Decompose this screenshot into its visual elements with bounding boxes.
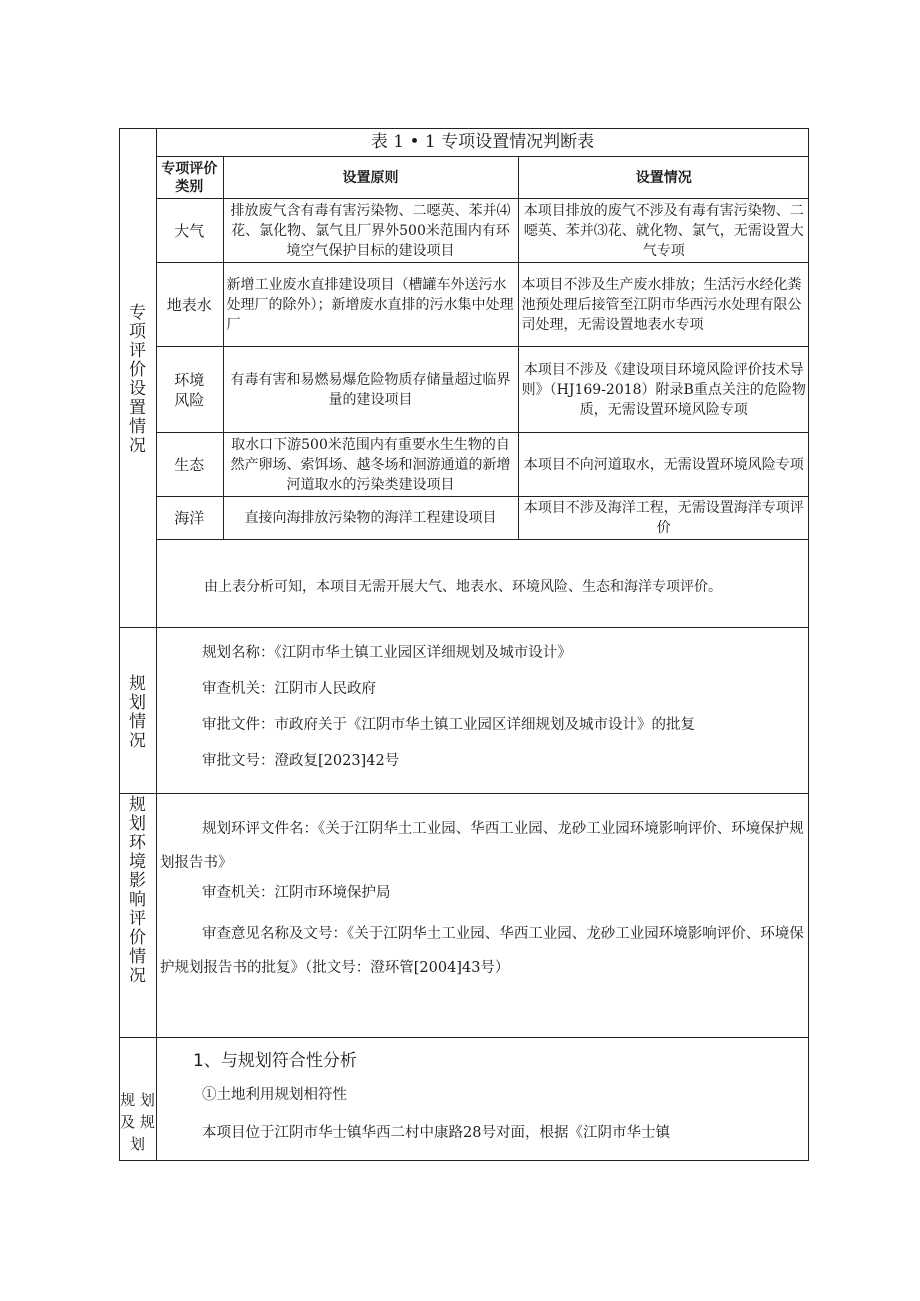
label-planning-eia	[119, 795, 156, 987]
label-char: 况	[129, 436, 146, 456]
conclusion-text: 由上表分析可知，本项目无需开展大气、地表水、环境风险、生态和海洋专项评价。	[204, 579, 722, 595]
header-situation: 设置情况	[518, 157, 809, 199]
planning-eia-authority: 审查机关：江阴市环境保护局	[202, 885, 391, 901]
planning-approval-doc: 审批文件：市政府关于《江阴市华土镇工业园区详细规划及城市设计》的批复	[202, 717, 695, 733]
row-principle: 有毒有害和易燃易爆危险物质存储量超过临界量的建设项目	[223, 347, 518, 433]
label-line: 规 划	[120, 1091, 155, 1109]
label-char: 况	[129, 731, 146, 751]
table-title: 表 1 • 1 专项设置情况判断表	[156, 128, 809, 157]
row-principle: 排放废气含有毒有害污染物、二噁英、苯并⑷花、氯化物、氯气且厂界外500米范围内有环境空气保护目标的建设项目	[223, 199, 518, 263]
row-category: 海洋	[156, 497, 223, 540]
planning-eia-doc-name: 规划环评文件名：《关于江阴华土工业园、华西工业园、龙砂工业园环境影响评价、环境保护规划报告书》	[160, 821, 804, 871]
label-char: 规	[129, 674, 146, 694]
table-row	[156, 347, 809, 433]
row-divider-conformity	[119, 1037, 809, 1038]
row-situation: 本项目排放的废气不涉及有毒有害污染物、二噁英、苯并⑶花、就化物、氯气，无需设置大气专项	[518, 199, 809, 263]
row-divider-planning	[119, 627, 809, 628]
table-conclusion	[156, 545, 809, 627]
label-char: 规	[129, 795, 146, 815]
row-situation: 本项目不涉及《建设项目环境风险评价技术导则》（HJ169-2018）附录B重点关注的危险物质，无需设置环境风险专项	[518, 347, 809, 433]
label-char: 划	[129, 814, 146, 834]
table-row	[156, 433, 809, 497]
label-char: 情	[129, 712, 146, 732]
label-char: 境	[129, 852, 146, 872]
label-planning	[119, 668, 156, 758]
table-row	[156, 199, 809, 263]
planning-authority: 审查机关：江阴市人民政府	[202, 681, 376, 697]
row-principle: 取水口下游500米范围内有重要水生生物的自然产卵场、索饵场、越冬场和洄游通道的新增河道取水的污染类建设项目	[223, 433, 518, 497]
planning-approval-no: 审批文号：澄政复[2023]42号	[202, 753, 400, 769]
planning-name: 规划名称：《江阴市华土镇工业园区详细规划及城市设计》	[202, 645, 572, 661]
row-category: 环境风险	[156, 347, 223, 433]
row-situation: 本项目不向河道取水，无需设置环境风险专项	[518, 433, 809, 497]
row-principle: 新增工业废水直排建设项目（槽罐车外送污水处理厂的除外）；新增废水直排的污水集中处理厂	[223, 263, 518, 347]
label-char: 划	[129, 693, 146, 713]
label-char: 影	[129, 871, 146, 891]
row-situation: 本项目不涉及生产废水排放；生活污水经化粪池预处理后接管至江阴市华西污水处理有限公司处理，无需设置地表水专项	[518, 263, 809, 347]
label-char: 况	[129, 966, 146, 986]
label-line: 及 规	[120, 1113, 155, 1131]
header-category: 专项评价类别	[156, 157, 223, 199]
row-category: 生态	[156, 433, 223, 497]
label-char: 置	[129, 398, 146, 418]
table-row	[156, 263, 809, 347]
row-principle: 直接向海排放污染物的海洋工程建设项目	[223, 497, 518, 540]
row-divider-planning-eia	[119, 793, 809, 794]
label-line: 划	[129, 1135, 145, 1153]
label-char: 环	[129, 833, 146, 853]
header-principle: 设置原则	[223, 157, 518, 199]
label-char: 情	[129, 417, 146, 437]
conformity-text: 本项目位于江阴市华士镇华西二村中康路28号对面，根据《江阴市华士镇	[202, 1125, 670, 1141]
label-special-assessment	[119, 290, 156, 470]
label-char: 设	[129, 379, 146, 399]
label-char: 专	[129, 303, 146, 323]
label-char: 情	[129, 947, 146, 967]
label-planning-conformity	[119, 1088, 156, 1156]
row-situation: 本项目不涉及海洋工程，无需设置海洋专项评价	[518, 497, 809, 540]
label-char: 项	[129, 322, 146, 342]
planning-eia-opinion: 审查意见名称及文号：《关于江阴华土工业园、华西工业园、龙砂工业园环境影响评价、环境保护规划报告书的批复》（批文号：澄环管[2004]43号）	[160, 926, 804, 976]
row-category: 地表水	[156, 263, 223, 347]
row-category: 大气	[156, 199, 223, 263]
label-char: 评	[129, 909, 146, 929]
special-assessment-table	[156, 128, 809, 540]
label-char: 价	[129, 360, 146, 380]
subsection-heading: ①土地利用规划相符性	[202, 1087, 347, 1103]
label-char: 响	[129, 890, 146, 910]
label-char: 价	[129, 928, 146, 948]
table-row	[156, 497, 809, 540]
label-char: 评	[129, 341, 146, 361]
section-heading: 1、与规划符合性分析	[193, 1051, 357, 1071]
